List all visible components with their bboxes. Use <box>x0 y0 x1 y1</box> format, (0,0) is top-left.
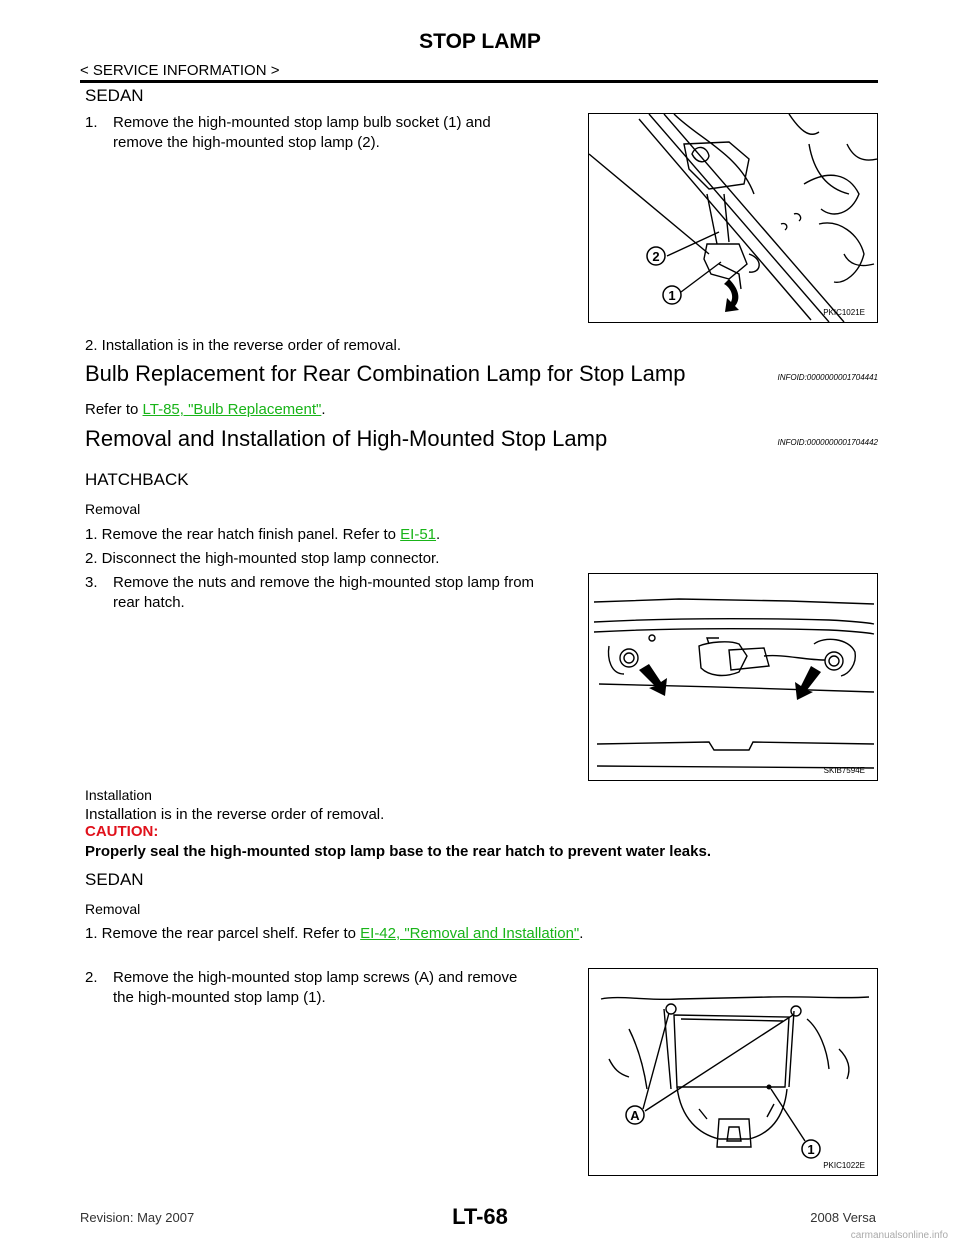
hatchback-installation-text: Installation is in the reverse order of removal. <box>85 806 385 823</box>
sedan-step-2: 2. Installation is in the reverse order of removal. <box>85 337 401 354</box>
callout-2: 2 <box>652 249 660 264</box>
figure-sedan-screws <box>588 968 878 1176</box>
section-title-removal-installation: Removal and Installation of High-Mounted Stop Lamp <box>85 426 608 451</box>
step-number: 2. <box>85 969 98 986</box>
step-number: 3. <box>85 574 98 591</box>
bulb-refer <box>85 400 326 420</box>
hatchback-step-2: 2. Disconnect the high-mounted stop lamp connector. <box>85 550 440 567</box>
step-text-line1: Remove the nuts and remove the high-mounted stop lamp from <box>113 574 535 591</box>
figure-code: PKIC1021E <box>823 308 865 317</box>
callout-1: 1 <box>807 1142 815 1157</box>
watermark: carmanualsonline.info <box>850 1230 948 1241</box>
caution-text: Properly seal the high-mounted stop lamp base to the rear hatch to prevent water leaks. <box>85 843 711 860</box>
step-text-line2: remove the high-mounted stop lamp (2). <box>113 134 380 151</box>
link-ei-42[interactable]: EI-42, "Removal and Installation" <box>360 925 580 942</box>
figure-code: SKIB7594E <box>823 766 865 775</box>
info-id: INFOID:0000000001704441 <box>777 373 878 382</box>
sedan-bottom-heading: SEDAN <box>85 870 144 889</box>
step-text-line2: the high-mounted stop lamp (1). <box>113 989 326 1006</box>
link-lt-85[interactable]: LT-85, "Bulb Replacement" <box>142 401 322 418</box>
step-suffix: . <box>579 925 584 942</box>
caution-label: CAUTION: <box>85 823 159 840</box>
step-text: 1. Remove the rear hatch finish panel. Refer to <box>85 526 401 543</box>
figure-sedan-bulb-socket <box>588 113 878 323</box>
link-ei-51[interactable]: EI-51 <box>400 526 437 543</box>
step-suffix: . <box>436 526 441 543</box>
page-title: STOP LAMP <box>419 30 541 53</box>
step-text: 1. Remove the rear parcel shelf. Refer to <box>85 925 361 942</box>
step-text-line1: Remove the high-mounted stop lamp bulb socket (1) and <box>113 114 491 131</box>
hatchback-removal-label: Removal <box>85 501 141 517</box>
figure-code: PKIC1022E <box>823 1161 865 1170</box>
sedan-bottom-step-2 <box>85 968 577 1008</box>
refer-suffix: . <box>321 401 326 418</box>
sedan-bottom-removal-label: Removal <box>85 901 141 917</box>
step-number: 1. <box>85 114 98 131</box>
refer-prefix: Refer to <box>85 401 143 418</box>
hatchback-installation-label: Installation <box>85 787 152 803</box>
header-rule <box>80 80 878 83</box>
hatchback-step-1 <box>85 525 440 545</box>
callout-1: 1 <box>668 288 676 303</box>
callout-a: A <box>630 1108 640 1123</box>
sedan-step-1 <box>85 113 577 153</box>
step-text-line1: Remove the high-mounted stop lamp screws (A) and remove <box>113 969 518 986</box>
illustration <box>589 114 877 322</box>
illustration <box>589 574 877 780</box>
step-text-line2: rear hatch. <box>113 594 185 611</box>
hatchback-step-3 <box>85 573 577 613</box>
illustration <box>589 969 877 1175</box>
sedan-heading: SEDAN <box>85 86 144 105</box>
figure-hatchback-nuts <box>588 573 878 781</box>
info-id: INFOID:0000000001704442 <box>777 438 878 447</box>
footer-revision: Revision: May 2007 <box>80 1210 195 1225</box>
breadcrumb[interactable]: < SERVICE INFORMATION > <box>80 62 280 79</box>
hatchback-heading: HATCHBACK <box>85 470 189 489</box>
footer-page-number: LT-68 <box>452 1204 508 1229</box>
section-title-bulb-replacement: Bulb Replacement for Rear Combination Lamp for Stop Lamp <box>85 361 686 386</box>
footer-model: 2008 Versa <box>810 1210 876 1225</box>
sedan-bottom-step-1 <box>85 924 583 944</box>
